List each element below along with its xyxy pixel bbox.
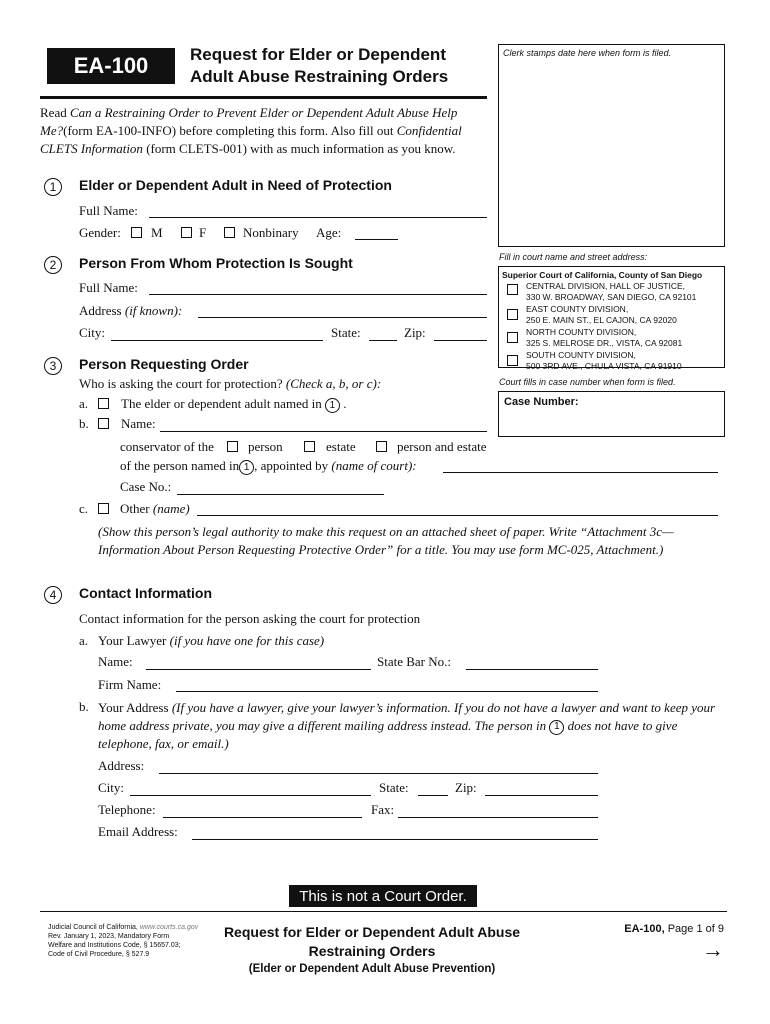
court-name: Superior Court of California, County of San Diego (502, 270, 703, 280)
court-option-line1: CENTRAL DIVISION, HALL OF JUSTICE, (526, 281, 686, 291)
case-no-field[interactable] (177, 494, 384, 495)
s3-a-letter: a. (79, 396, 89, 411)
header-rule (40, 96, 487, 99)
court-option-line1: EAST COUNTY DIVISION, (526, 304, 629, 314)
email-label: Email Address: (98, 824, 178, 839)
s2-zip-field[interactable] (434, 340, 487, 341)
s2-city-label: City: (79, 325, 106, 340)
court-options (507, 281, 696, 373)
form-id: EA-100 (47, 48, 175, 84)
footer-legal (48, 923, 218, 959)
s2-state-field[interactable] (369, 340, 397, 341)
footer-council-line (48, 923, 218, 932)
court-option[interactable] (507, 304, 696, 327)
court-option-line2: 330 W. BROADWAY, SAN DIEGO, CA 92101 (526, 292, 697, 302)
s3-question-hint: (Check a, b, or c): (285, 376, 382, 391)
next-page-arrow-icon[interactable]: → (702, 937, 724, 962)
case-number-label: Case Number: (504, 396, 579, 408)
court-option-label (526, 327, 696, 349)
gender-nonbinary-label: Nonbinary (243, 225, 299, 240)
s3-attachment-note: (Show this person’s legal authority to make this request on an attached sheet of paper. Write “Attachment 3c—Information About Person Requesting Protective Order” for a title. You may use form MC-025, Attachment.) (98, 524, 674, 557)
email-field[interactable] (192, 839, 598, 840)
court-option-checkbox[interactable] (507, 309, 518, 320)
address-field[interactable] (159, 773, 598, 774)
s4-b-letter: b. (79, 699, 89, 714)
s3-a-label (121, 396, 346, 413)
form-title (190, 44, 448, 88)
section-2-title: Person From Whom Protection Is Sought (79, 255, 353, 271)
court-option-line2: 500 3RD AVE., CHULA VISTA, CA 91910 (526, 361, 682, 371)
s4-a-letter: a. (79, 633, 89, 648)
court-option-line2: 250 E. MAIN ST., EL CAJON, CA 92020 (526, 315, 677, 325)
intro-paragraph (40, 104, 480, 158)
footer-title (222, 923, 522, 977)
state-bar-label: State Bar No.: (377, 654, 452, 669)
court-option-label (526, 304, 696, 326)
telephone-label: Telephone: (98, 802, 156, 817)
conservator-person-estate-label: person and estate (397, 439, 487, 454)
address-hint-1: (If you have a lawyer, give your lawyer’s information. If you do not have a lawyer and want to keep your home address private, you may give a different mailing address instead. The person in (98, 700, 716, 733)
other-text: Other (120, 501, 150, 516)
court-name-field[interactable] (443, 472, 718, 473)
conservator-of-person (120, 458, 417, 475)
s4-address-hint (98, 699, 723, 753)
zip-label: Zip: (455, 780, 477, 795)
form-title-line2: Adult Abuse Restraining Orders (190, 67, 449, 86)
s1-age-label: Age: (316, 225, 342, 240)
gender-m-checkbox[interactable] (131, 227, 142, 238)
zip-field[interactable] (485, 795, 598, 796)
court-option-line1: NORTH COUNTY DIVISION, (526, 327, 637, 337)
s3-b-checkbox[interactable] (98, 418, 109, 429)
conservator-person-label: person (248, 439, 283, 454)
gender-f-label: F (199, 225, 207, 240)
s2-full-name-field[interactable] (149, 294, 487, 295)
s3-question (79, 376, 381, 392)
court-option-label (526, 350, 696, 372)
name-of-court-hint: (name of court): (331, 458, 417, 473)
state-bar-field[interactable] (466, 669, 598, 670)
address-label: Address: (98, 758, 145, 773)
info-form-title: Can a Restraining Order to Prevent Elder or Dependent Adult Abuse Help Me? (40, 105, 458, 138)
city-label: City: (98, 780, 125, 795)
conservator-estate-label: estate (326, 439, 356, 454)
court-option[interactable] (507, 327, 696, 350)
footer-title-line2: Restraining Orders (308, 943, 436, 959)
city-field[interactable] (130, 795, 371, 796)
s1-age-field[interactable] (355, 239, 398, 240)
conservator-person-estate-checkbox[interactable] (376, 441, 387, 452)
state-field[interactable] (418, 795, 448, 796)
info-form-ref: (form EA-100-INFO) before completing this form. Also fill out (63, 123, 397, 138)
court-option-line1: SOUTH COUNTY DIVISION, (526, 350, 636, 360)
s3-c-label (120, 501, 190, 517)
s3-b-name-field[interactable] (160, 431, 487, 432)
footer-subtitle: (Elder or Dependent Adult Abuse Prevention) (248, 963, 496, 975)
footer-form-code: EA-100, (624, 923, 665, 935)
s2-address-text: Address (79, 303, 122, 318)
footer-rule (40, 911, 727, 912)
case-no-label: Case No.: (120, 479, 172, 494)
s3-c-checkbox[interactable] (98, 503, 109, 514)
form-title-line1: Request for Elder or Dependent (190, 45, 446, 64)
footer-council: Judicial Council of California, (48, 924, 138, 931)
state-label: State: (379, 780, 409, 795)
s2-state-label: State: (331, 325, 361, 340)
s2-zip-label: Zip: (404, 325, 426, 340)
s2-address-label (79, 303, 182, 319)
ref-1-icon: 1 (239, 460, 254, 475)
case-note: Court fills in case number when form is filed. (499, 377, 676, 387)
case-number-box (498, 391, 725, 437)
court-option-line2: 325 S. MELROSE DR., VISTA, CA 92081 (526, 338, 683, 348)
court-name-box (498, 266, 725, 371)
lawyer-name-label: Name: (98, 654, 133, 669)
s1-gender-label: Gender: (79, 225, 121, 240)
footer-page-info (600, 923, 724, 963)
conservator-person-checkbox[interactable] (227, 441, 238, 452)
section-4-number: 4 (44, 586, 62, 604)
s3-a-period: . (343, 396, 347, 411)
lawyer-hint: (if you have one for this case) (169, 633, 325, 648)
intro-read: Read (40, 105, 70, 120)
s4-lawyer-label (98, 633, 324, 649)
appointed-text: , appointed by (254, 458, 329, 473)
of-person-text: of the person named in (120, 458, 240, 473)
s3-b-letter: b. (79, 416, 89, 431)
section-3-title: Person Requesting Order (79, 356, 249, 372)
conservator-label: conservator of the (120, 439, 214, 454)
s2-if-known: (if known): (124, 303, 183, 318)
clerk-stamp-box (498, 44, 725, 247)
gender-f-checkbox[interactable] (181, 227, 192, 238)
fax-label: Fax: (371, 802, 395, 817)
your-address-text: Your Address (98, 700, 169, 715)
section-1-title: Elder or Dependent Adult in Need of Protection (79, 177, 392, 193)
s3-a-text: The elder or dependent adult named in (121, 396, 322, 411)
fax-field[interactable] (398, 817, 598, 818)
s1-full-name-label: Full Name: (79, 203, 138, 218)
ref-1-icon: 1 (325, 398, 340, 413)
s2-full-name-label: Full Name: (79, 280, 138, 295)
address-hint-2: does not have to give telephone, fax, or email.) (98, 718, 678, 751)
footer-rev: Rev. January 1, 2023, Mandatory Form (48, 933, 170, 940)
telephone-field[interactable] (163, 817, 362, 818)
court-option-checkbox[interactable] (507, 332, 518, 343)
court-option[interactable] (507, 350, 696, 373)
clets-form-ref: (form CLETS-001) with as much information as you know. (142, 141, 456, 156)
footer-ccp: Code of Civil Procedure, § 527.9 (48, 951, 150, 958)
gender-nonbinary-checkbox[interactable] (224, 227, 235, 238)
firm-name-label: Firm Name: (98, 677, 162, 692)
conservator-estate-checkbox[interactable] (304, 441, 315, 452)
other-name-hint: (name) (152, 501, 190, 516)
section-4-title: Contact Information (79, 585, 212, 601)
s2-address-field[interactable] (198, 317, 487, 318)
footer-page: Page 1 of 9 (667, 923, 724, 935)
s4-description: Contact information for the person asking the court for protection (79, 611, 421, 626)
clets-form-title: Confidential CLETS Information (40, 123, 462, 156)
court-fill-note: Fill in court name and street address: (499, 252, 648, 262)
section-1-number: 1 (44, 178, 62, 196)
court-option-checkbox[interactable] (507, 355, 518, 366)
section-3-number: 3 (44, 357, 62, 375)
lawyer-text: Your Lawyer (98, 633, 167, 648)
other-name-field[interactable] (197, 515, 718, 516)
s3-c-letter: c. (79, 501, 89, 516)
court-option[interactable] (507, 281, 696, 304)
lawyer-name-field[interactable] (146, 669, 371, 670)
s3-a-checkbox[interactable] (98, 398, 109, 409)
footer-title-line1: Request for Elder or Dependent Adult Abuse (223, 924, 521, 940)
gender-m-label: M (151, 225, 163, 240)
not-court-order-banner: This is not a Court Order. (289, 885, 477, 907)
s2-city-field[interactable] (111, 340, 323, 341)
clerk-note: Clerk stamps date here when form is filed. (503, 48, 672, 58)
footer-page-line (600, 923, 724, 935)
footer-welfare: Welfare and Institutions Code, § 15657.03; (48, 942, 181, 949)
firm-name-field[interactable] (176, 691, 598, 692)
court-option-label (526, 281, 696, 303)
footer-website: www.courts.ca.gov (139, 924, 199, 931)
ref-1-icon: 1 (549, 720, 564, 735)
s3-question-text: Who is asking the court for protection? (79, 376, 283, 391)
court-option-checkbox[interactable] (507, 284, 518, 295)
s1-full-name-field[interactable] (149, 217, 487, 218)
s3-b-name-label: Name: (121, 416, 156, 431)
section-2-number: 2 (44, 256, 62, 274)
